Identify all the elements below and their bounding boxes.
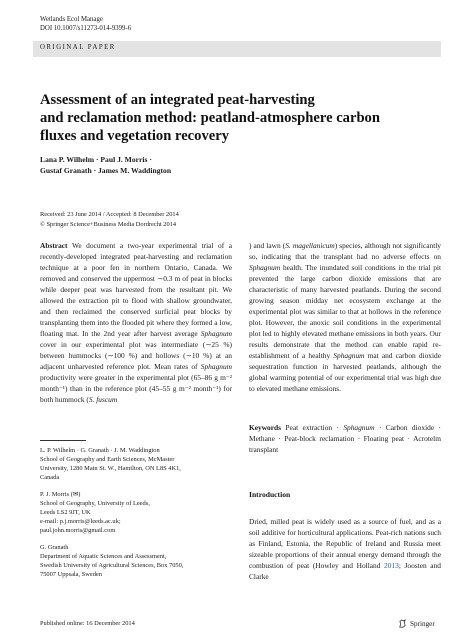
abstract-right <box>249 240 441 394</box>
copyright: © Springer Science+Business Media Dordrecht 2014 <box>40 220 177 228</box>
abstract-italic: S. magellanicum <box>285 241 335 250</box>
affiliation-line: Swedish University of Agricultural Sciences, Box 7050, <box>40 562 184 569</box>
abstract-text: We document a two-year experimental trial of a recently-developed integrated peat-harvesting and reclamation technique at a poor fen in northern Ontario, Canada. We removed and conserved the uppermost ∼0.3 m of peat in blocks while deeper peat was harvested from the resultant pit. We allowed the extraction pit to flood with shallow groundwater, and then reclaimed the conserved surficial peat blocks by transplanting them into the flooded pit where they formed a low, floating mat. In the 2nd year after harvest average <box>40 241 233 338</box>
paper-title <box>40 92 400 145</box>
affiliation-1 <box>40 446 232 482</box>
journal-doi: DOI 10.1007/s11273-014-9399-6 <box>40 25 132 32</box>
abstract-left <box>40 240 232 405</box>
article-type: ORIGINAL PAPER <box>40 44 116 51</box>
publisher-name: Springer <box>410 619 435 628</box>
published-online: Published online: 16 December 2014 <box>40 620 135 627</box>
section-heading-introduction: Introduction <box>249 490 291 499</box>
abstract-label: Abstract <box>40 241 68 250</box>
title-line: and reclamation method: peatland-atmosphere carbon <box>40 109 380 126</box>
springer-horse-icon <box>398 619 407 628</box>
affiliation-line: School of Geography, University of Leeds, <box>40 500 150 507</box>
keywords <box>249 422 441 455</box>
abstract-text: ) species, although not significantly so, indicating that the transplant had no adverse effects on <box>249 241 442 261</box>
affiliation-3 <box>40 543 232 579</box>
affiliation-line: University, 1280 Main St. W., Hamilton, ON L8S 4K1, <box>40 465 181 472</box>
keywords-text: Peat extraction · <box>285 423 339 432</box>
affiliation-line: Leeds LS2 9JT, UK <box>40 509 91 516</box>
publisher-logo <box>398 619 435 628</box>
abstract-text: cover in our experimental plot was intermediate (∼25 %) between hummocks (∼100 %) and hollows (∼10 %) at an adjacent unharvested reference plot. Mean rates of <box>40 340 232 371</box>
affiliation-line: Department of Aquatic Sciences and Assessment, <box>40 553 167 560</box>
abstract-text: ) and lawn ( <box>249 241 286 250</box>
abstract-italic: Sphagnum <box>200 362 232 371</box>
abstract-text: health. The inundated soil conditions in the trial pit prevented the large carbon dioxide emissions that are characteristic of many harvested peatlands. During the second growing season midday net ecosystem exchange at the experimental plot was similar to that at hollows in the reference plot. However, the anoxic soil conditions in the experimental plot led to highly elevated methane emissions in both years. Our results demonstrate that the method can enable rapid re-establishment of a healthy <box>249 263 441 360</box>
citation-link[interactable]: 2013 <box>384 561 399 570</box>
journal-header <box>40 15 131 33</box>
abstract-italic: Sphagnum <box>249 263 281 272</box>
email-link[interactable]: e-mail: p.j.morris@leeds.ac.uk; <box>40 518 121 525</box>
title-line: fluxes and vegetation recovery <box>40 127 230 144</box>
intro-body: ; Joosten and Clarke <box>249 561 441 581</box>
author-list <box>40 154 360 176</box>
abstract-italic: S. fuscum <box>88 395 118 404</box>
introduction-text <box>249 516 441 582</box>
affiliation-line: School of Geography and Earth Sciences, McMaster <box>40 456 175 463</box>
journal-name: Wetlands Ecol Manage <box>40 16 103 23</box>
author-line: Gustaf Granath · James M. Waddington <box>40 166 172 175</box>
abstract-text: mat and carbon dioxide sequestration function in harvested peatlands, although the global warming potential of our experimental trial was high due to elevated methane emissions. <box>249 351 442 393</box>
author-line: Lana P. Wilhelm · Paul J. Morris · <box>40 155 152 164</box>
abstract-italic: Sphagnum <box>333 351 365 360</box>
affiliation-names: G. Granath <box>40 544 69 551</box>
keywords-text: · Carbon dioxide · Methane · Peat-block reclamation · Floating peat · Acrotelm transplant <box>249 423 441 454</box>
affiliation-names: P. J. Morris (✉) <box>40 491 81 498</box>
abstract-italic: Sphagnum <box>200 329 232 338</box>
email-link[interactable]: paul.john.morris@gmail.com <box>40 527 116 534</box>
affiliation-2 <box>40 490 232 535</box>
intro-body: Dried, milled peat is widely used as a source of fuel, and as a soil additive for horticultural applications. Peat-rich nations such as Finland, Estonia, the Republic of Ireland and Russia meet sizeable proportions of their annual energy demand through the combustion of peat (Howley and Holland <box>249 517 441 570</box>
received-accepted: Received: 23 June 2014 / Accepted: 8 December 2014 <box>40 211 179 218</box>
article-dates <box>40 210 340 229</box>
affiliation-line: 75007 Uppsala, Sweden <box>40 571 102 578</box>
title-line: Assessment of an integrated peat-harvesting <box>40 92 315 108</box>
keywords-label: Keywords <box>249 423 282 432</box>
keywords-italic: Sphagnum <box>343 423 375 432</box>
affiliation-line: Canada <box>40 474 60 481</box>
abstract-text: productivity were greater in the experimental plot (65–86 g m⁻² month⁻¹) than in the reference plot (45–55 g m⁻² month⁻¹) for both hummock ( <box>40 373 232 404</box>
affiliation-divider <box>40 440 86 441</box>
affiliation-names: L. P. Wilhelm · G. Granath · J. M. Waddington <box>40 447 160 454</box>
